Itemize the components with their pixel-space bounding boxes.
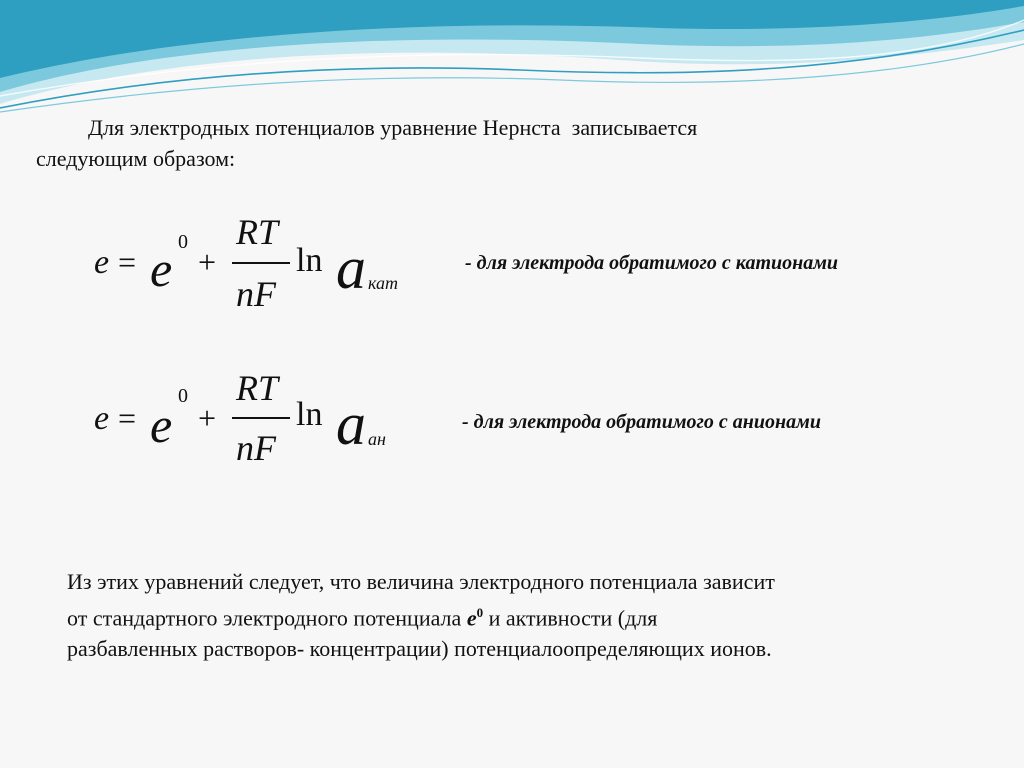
eq2-subscript: ан: [368, 429, 386, 449]
conclusion-paragraph: [67, 566, 967, 664]
intro-line-1: Для электродных потенциалов уравнение Нернста записывается: [88, 115, 698, 140]
conclusion-line-3: разбавленных растворов- концентрации) потенциалоопределяющих ионов.: [67, 636, 772, 662]
eq1-equals: =: [118, 244, 137, 280]
conclusion-line-2-after: и активности (для: [483, 605, 658, 631]
standard-potential-superscript: 0: [476, 605, 484, 620]
eq2-e0-sup: 0: [178, 385, 188, 407]
eq2-denominator: nF: [236, 428, 276, 468]
eq1-plus: +: [198, 244, 217, 280]
eq2-e0-base: e: [150, 397, 173, 453]
eq1-description: - для электрода обратимого с катионами: [465, 252, 839, 274]
eq1-activity: a: [336, 235, 366, 301]
conclusion-line-1: Из этих уравнений следует, что величина электродного потенциала зависит: [67, 569, 775, 594]
eq2-activity: a: [336, 391, 366, 457]
eq1-ln: ln: [296, 242, 323, 279]
eq1-numerator: RT: [236, 212, 279, 252]
eq2-fraction-bar: [232, 417, 290, 419]
eq1-denominator: nF: [236, 274, 276, 314]
eq2-plus: +: [198, 400, 217, 436]
conclusion-line-2-before: от стандартного электродного потенциала: [67, 605, 467, 631]
eq2-numerator: RT: [236, 368, 279, 408]
eq1-lhs: e: [94, 244, 110, 281]
eq2-description: - для электрода обратимого с анионами: [462, 411, 821, 433]
eq1-fraction-bar: [232, 262, 290, 264]
eq2-ln: ln: [296, 396, 323, 433]
eq1-e0-sup: 0: [178, 231, 188, 253]
intro-paragraph: [36, 112, 896, 174]
header-wave-decoration: [0, 0, 1024, 120]
eq1-e0-base: e: [150, 241, 173, 297]
standard-potential-symbol: e: [466, 605, 477, 631]
eq2-lhs: e: [94, 400, 110, 437]
eq1-subscript: кат: [368, 273, 398, 293]
intro-line-2: следующим образом:: [36, 146, 236, 171]
eq2-equals: =: [118, 400, 137, 436]
